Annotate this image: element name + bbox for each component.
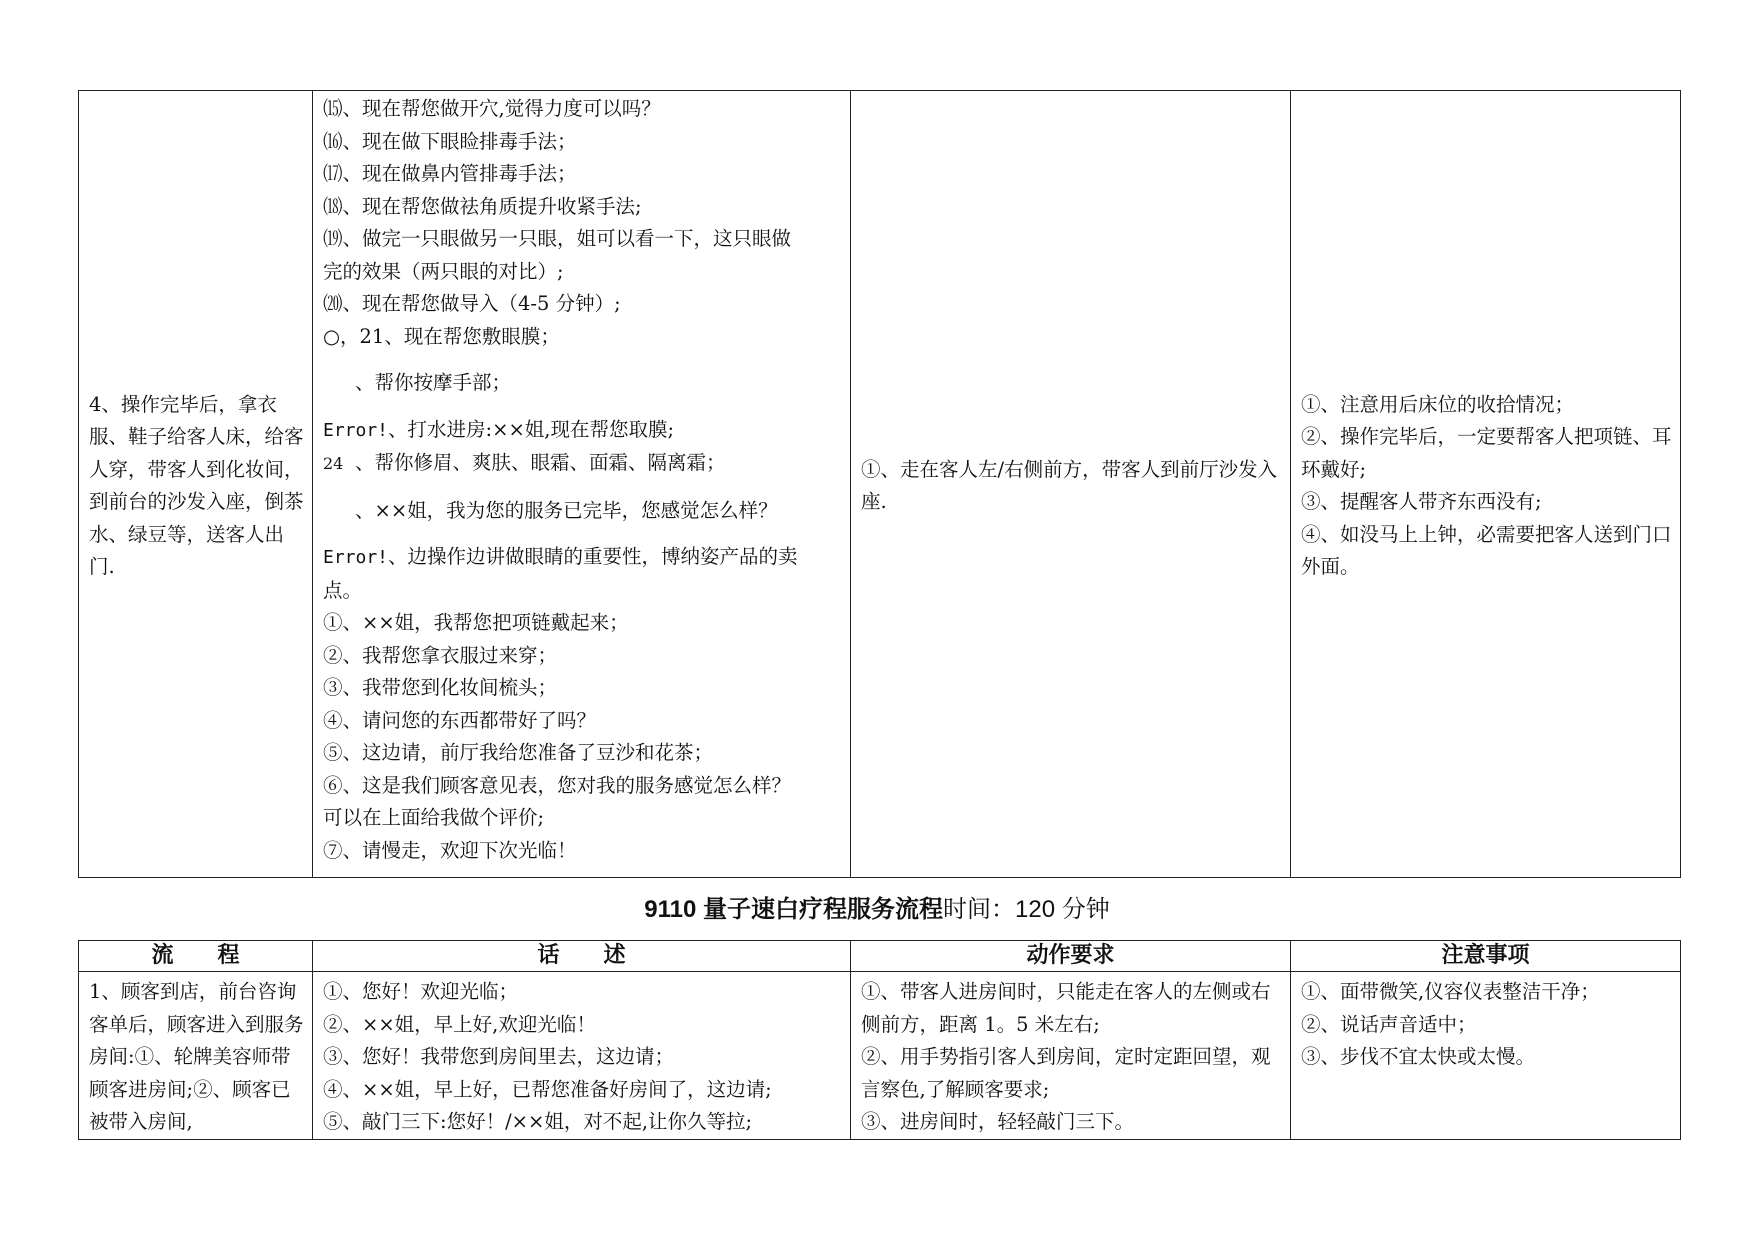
- action-text: ①、走在客人左/右侧前方，带客人到前厅沙发入座.: [861, 457, 1278, 513]
- notes-cell: [1291, 91, 1681, 878]
- script-cell: [313, 972, 851, 1140]
- script-line: 、××姐，我为您的服务已完毕，您感觉怎么样？: [355, 498, 778, 522]
- script-line: 完的效果（两只眼的对比）;: [323, 259, 564, 283]
- script-line: ⑤、敲门三下:您好！/××姐，对不起,让你久等拉;: [323, 1110, 753, 1133]
- script-line: ④、××姐，早上好，已帮您准备好房间了，这边请;: [323, 1077, 772, 1101]
- process-cell: [79, 972, 313, 1140]
- script-line: ⒂、现在帮您做开穴,觉得力度可以吗？: [323, 97, 661, 120]
- script-line: ⑤、这边请，前厅我给您准备了豆沙和花茶；: [323, 741, 714, 764]
- script-line: Error!、边操作边讲做眼睛的重要性，博纳姿产品的卖: [323, 545, 798, 568]
- script-line: ①、您好！欢迎光临；: [323, 980, 519, 1003]
- script-line: 点。: [323, 578, 363, 602]
- marker-24: 24: [323, 454, 344, 473]
- script-line: ⑥、这是我们顾客意见表，您对我的服务感觉怎么样？: [323, 773, 792, 797]
- script-line: Error!、打水进房:××姐,现在帮您取膜;: [323, 417, 675, 441]
- procedure-table: [78, 940, 1681, 1140]
- note-line: ③、提醒客人带齐东西没有;: [1301, 490, 1542, 513]
- table-row: [79, 972, 1681, 1140]
- action-cell: [851, 91, 1291, 878]
- note-line: ②、操作完毕后，一定要帮客人把项链、耳环戴好;: [1301, 425, 1672, 481]
- notes-cell: [1291, 972, 1681, 1140]
- script-line: ③、我带您到化妆间梳头；: [323, 676, 558, 699]
- script-line: ②、我帮您拿衣服过来穿；: [323, 643, 558, 667]
- script-line: 可以在上面给我做个评价;: [323, 806, 545, 829]
- error-label: Error!: [323, 547, 389, 568]
- script-line: ⑦、请慢走，欢迎下次光临！: [323, 838, 577, 862]
- script-line: ⒇、现在帮您做导入（4-5 分钟）;: [323, 292, 621, 315]
- action-cell: [851, 972, 1291, 1140]
- action-line: ③、进房间时，轻轻敲门三下。: [861, 1110, 1135, 1133]
- title-bold: 9110 量子速白疗程服务流程: [644, 896, 943, 923]
- header-action: 动作要求: [851, 941, 1291, 972]
- script-line: ③、您好！我带您到房间里去，这边请；: [323, 1045, 675, 1068]
- action-line: ②、用手势指引客人到房间，定时定距回望，观言察色,了解顾客要求;: [861, 1045, 1271, 1101]
- script-line: 24 、帮你修眉、爽肤、眼霜、面霜、隔离霜；: [323, 447, 842, 481]
- header-notes: 注意事项: [1291, 941, 1681, 972]
- script-line: ⒃、现在做下眼睑排毒手法；: [323, 129, 577, 153]
- note-line: ②、说话声音适中；: [1301, 1012, 1477, 1036]
- script-line: ④、请问您的东西都带好了吗？: [323, 708, 597, 732]
- header-process: 流 程: [79, 941, 313, 972]
- title-time: 时间：120 分钟: [943, 896, 1110, 923]
- script-line: ⒄、现在做鼻内管排毒手法；: [323, 162, 577, 185]
- error-label: Error!: [323, 419, 389, 441]
- action-line: ①、带客人进房间时，只能走在客人的左侧或右侧前方，距离 1。5 米左右;: [861, 980, 1271, 1036]
- note-line: ①、面带微笑,仪容仪表整洁干净；: [1301, 980, 1600, 1003]
- script-line: ○，21、现在帮您敷眼膜；: [323, 324, 560, 348]
- process-text: 1、顾客到店，前台咨询客单后，顾客进入到服务房间:①、轮牌美容师带顾客进房间;②、顾客已被带入房间,: [89, 980, 304, 1133]
- header-row: [79, 941, 1681, 972]
- script-line: ⒅、现在帮您做祛角质提升收紧手法;: [323, 194, 642, 218]
- note-line: ①、注意用后床位的收拾情况；: [1301, 392, 1575, 416]
- script-line: ②、××姐，早上好,欢迎光临！: [323, 1012, 596, 1036]
- script-line: ①、××姐，我帮您把项链戴起来；: [323, 611, 629, 634]
- table-row: [79, 91, 1681, 878]
- script-cell: [313, 91, 851, 878]
- note-line: ④、如没马上上钟，必需要把客人送到门口外面。: [1301, 522, 1672, 578]
- procedure-table-continued: [78, 90, 1681, 878]
- script-line: 、帮你按摩手部；: [355, 371, 512, 394]
- script-line: ⒆、做完一只眼做另一只眼，姐可以看一下，这只眼做: [323, 227, 792, 250]
- section-title: [0, 889, 1754, 924]
- process-cell: [79, 91, 313, 878]
- process-text: 4、操作完毕后，拿衣服、鞋子给客人床，给客人穿，带客人到化妆间，到前台的沙发入座，倒茶水、绿豆等，送客人出门.: [89, 392, 304, 578]
- note-line: ③、步伐不宜太快或太慢。: [1301, 1045, 1536, 1068]
- header-script: 话 述: [313, 941, 851, 972]
